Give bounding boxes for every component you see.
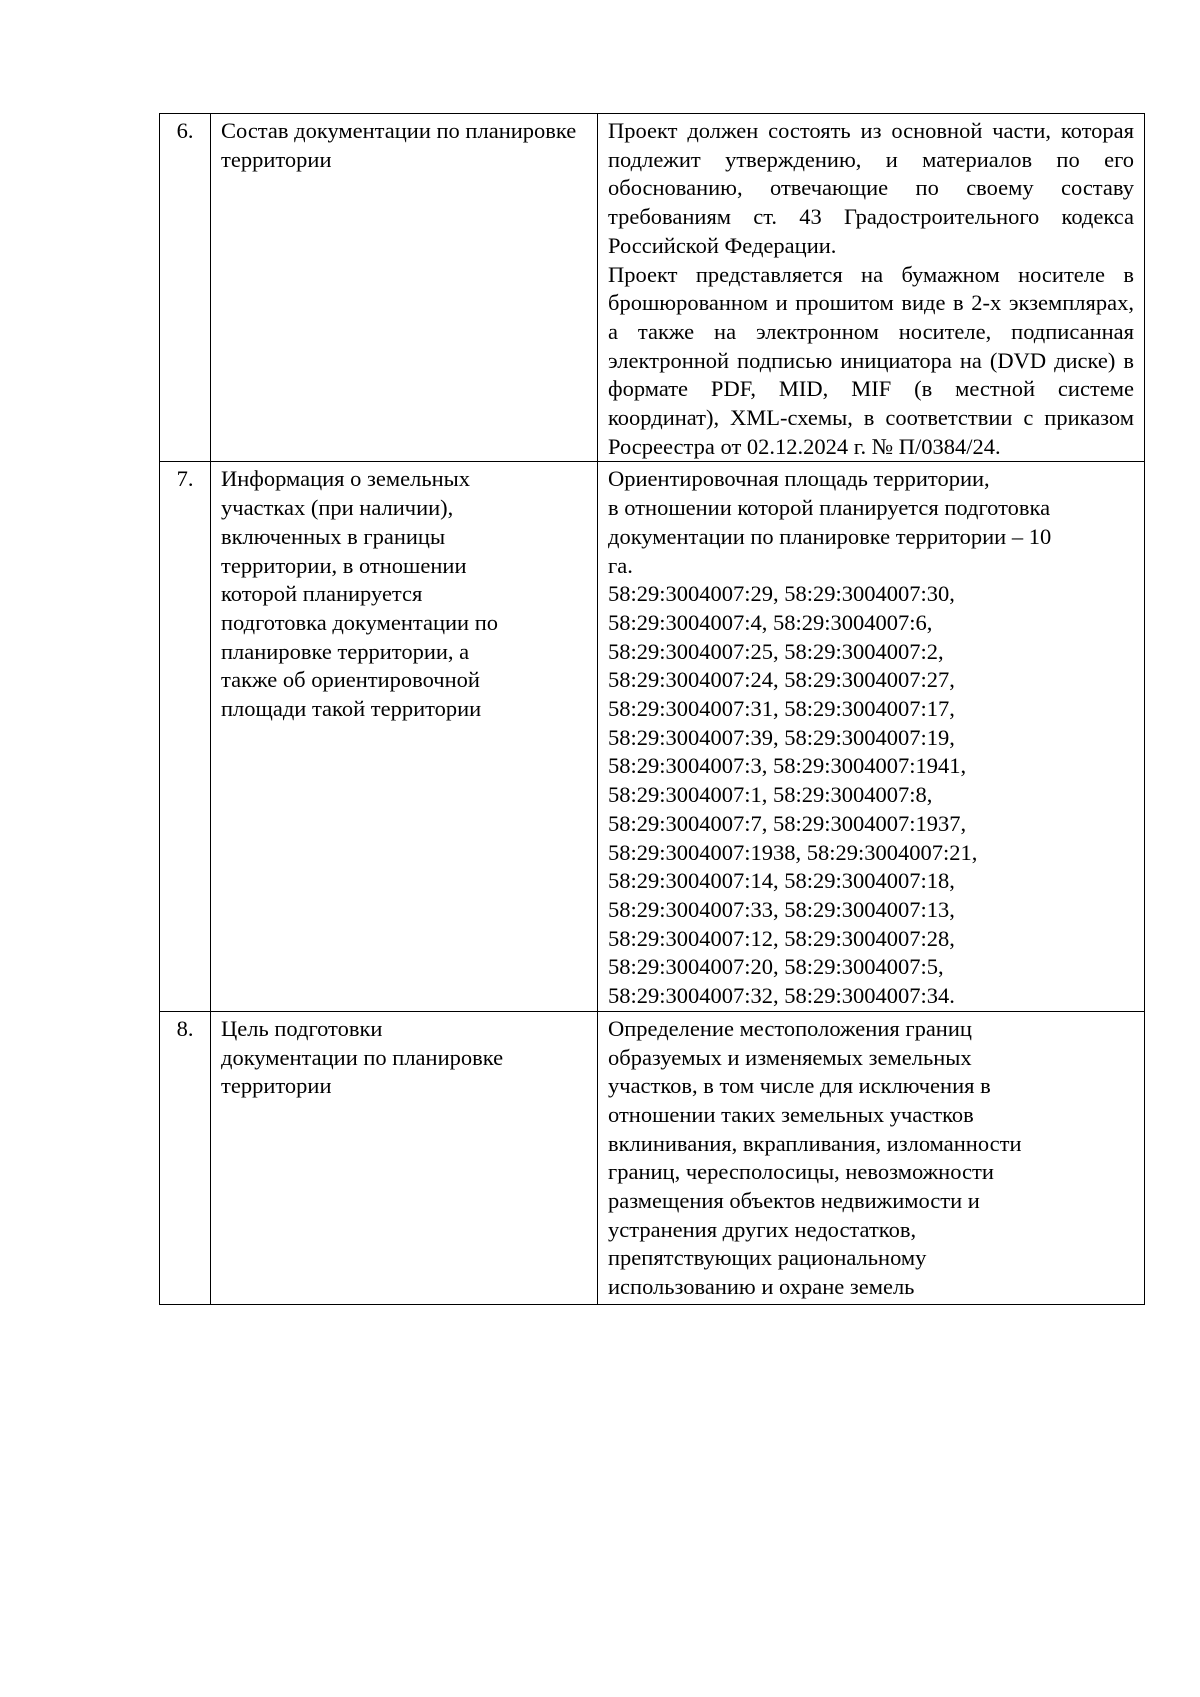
row-value [598, 1011, 1145, 1304]
cadastral-line: 58:29:3004007:32, 58:29:3004007:34. [608, 983, 955, 1009]
row-name-line: площади такой территории [221, 696, 482, 722]
cadastral-line: 58:29:3004007:1938, 58:29:3004007:21, [608, 839, 978, 865]
cadastral-line: 58:29:3004007:31, 58:29:3004007:17, [608, 696, 955, 722]
row-name [211, 462, 598, 1011]
row-name-line: территории [221, 1073, 332, 1099]
value-line: устранения других недостатков, [608, 1216, 917, 1242]
row-number: 7. [160, 462, 211, 1011]
row-name [211, 1011, 598, 1304]
cadastral-line: 58:29:3004007:14, 58:29:3004007:18, [608, 868, 955, 894]
row-name-line: Информация о земельных [221, 466, 471, 492]
value-line: отношении таких земельных участков [608, 1101, 974, 1127]
table-row-6 [160, 114, 1145, 462]
value-line: в отношении которой планируется подготовка [608, 495, 1051, 521]
value-line: размещения объектов недвижимости и [608, 1188, 980, 1214]
value-line: Определение местоположения границ [608, 1015, 972, 1041]
row-name-line: которой планируется [221, 581, 423, 607]
row-number: 6. [160, 114, 211, 462]
row-name-line: Цель подготовки [221, 1015, 383, 1041]
value-paragraph: Проект должен состоять из основной части, которая подлежит утверждению, и материалов по его обоснованию, отвечающие по своему составу требованиям ст. 43 Градостроительного кодекса Российской Федерации. [608, 118, 1134, 258]
value-line: границ, чересполосицы, невозможности [608, 1159, 994, 1185]
value-line: участков, в том числе для исключения в [608, 1073, 991, 1099]
cadastral-line: 58:29:3004007:29, 58:29:3004007:30, [608, 581, 955, 607]
cadastral-line: 58:29:3004007:20, 58:29:3004007:5, [608, 954, 944, 980]
cadastral-line: 58:29:3004007:12, 58:29:3004007:28, [608, 925, 955, 951]
cadastral-line: 58:29:3004007:1, 58:29:3004007:8, [608, 782, 933, 808]
row-name-line: Состав документации по планировке территории [221, 118, 577, 172]
row-number: 8. [160, 1011, 211, 1304]
row-name-line: территории, в отношении [221, 552, 467, 578]
cadastral-line: 58:29:3004007:24, 58:29:3004007:27, [608, 667, 955, 693]
row-name-line: участках (при наличии), [221, 495, 454, 521]
row-name-line: документации по планировке [221, 1044, 504, 1070]
row-name-line: включенных в границы [221, 523, 446, 549]
cadastral-line: 58:29:3004007:7, 58:29:3004007:1937, [608, 810, 967, 836]
row-value [598, 114, 1145, 462]
value-line: документации по планировке территории – 10 [608, 523, 1052, 549]
row-name-line: планировке территории, а [221, 638, 470, 664]
row-value [598, 462, 1145, 1011]
value-line: препятствующих рациональному [608, 1245, 927, 1271]
row-name [211, 114, 598, 462]
row-name-line: также об ориентировочной [221, 667, 480, 693]
table-row-7 [160, 462, 1145, 1011]
value-line: Ориентировочная площадь территории, [608, 466, 990, 492]
value-line: вклинивания, вкрапливания, изломанности [608, 1130, 1022, 1156]
table-row-8 [160, 1011, 1145, 1304]
value-line: га. [608, 552, 633, 578]
cadastral-line: 58:29:3004007:4, 58:29:3004007:6, [608, 609, 933, 635]
cadastral-line: 58:29:3004007:33, 58:29:3004007:13, [608, 896, 955, 922]
value-line: использованию и охране земель [608, 1274, 915, 1300]
document-table [159, 113, 1145, 1305]
cadastral-line: 58:29:3004007:3, 58:29:3004007:1941, [608, 753, 967, 779]
cadastral-line: 58:29:3004007:25, 58:29:3004007:2, [608, 638, 944, 664]
value-paragraph: Проект представляется на бумажном носителе в брошюрованном и прошитом виде в 2-х экземплярах, а также на электронном носителе, подписанная электронной подписью инициатора на (DVD диске) в формате PDF, MID, MIF (в местной системе координат), XML-схемы, в соответствии с приказом Росреестра от 02.12.2024 г. № П/0384/24. [608, 261, 1134, 459]
cadastral-line: 58:29:3004007:39, 58:29:3004007:19, [608, 724, 955, 750]
value-line: образуемых и изменяемых земельных [608, 1044, 972, 1070]
row-name-line: подготовка документации по [221, 609, 498, 635]
